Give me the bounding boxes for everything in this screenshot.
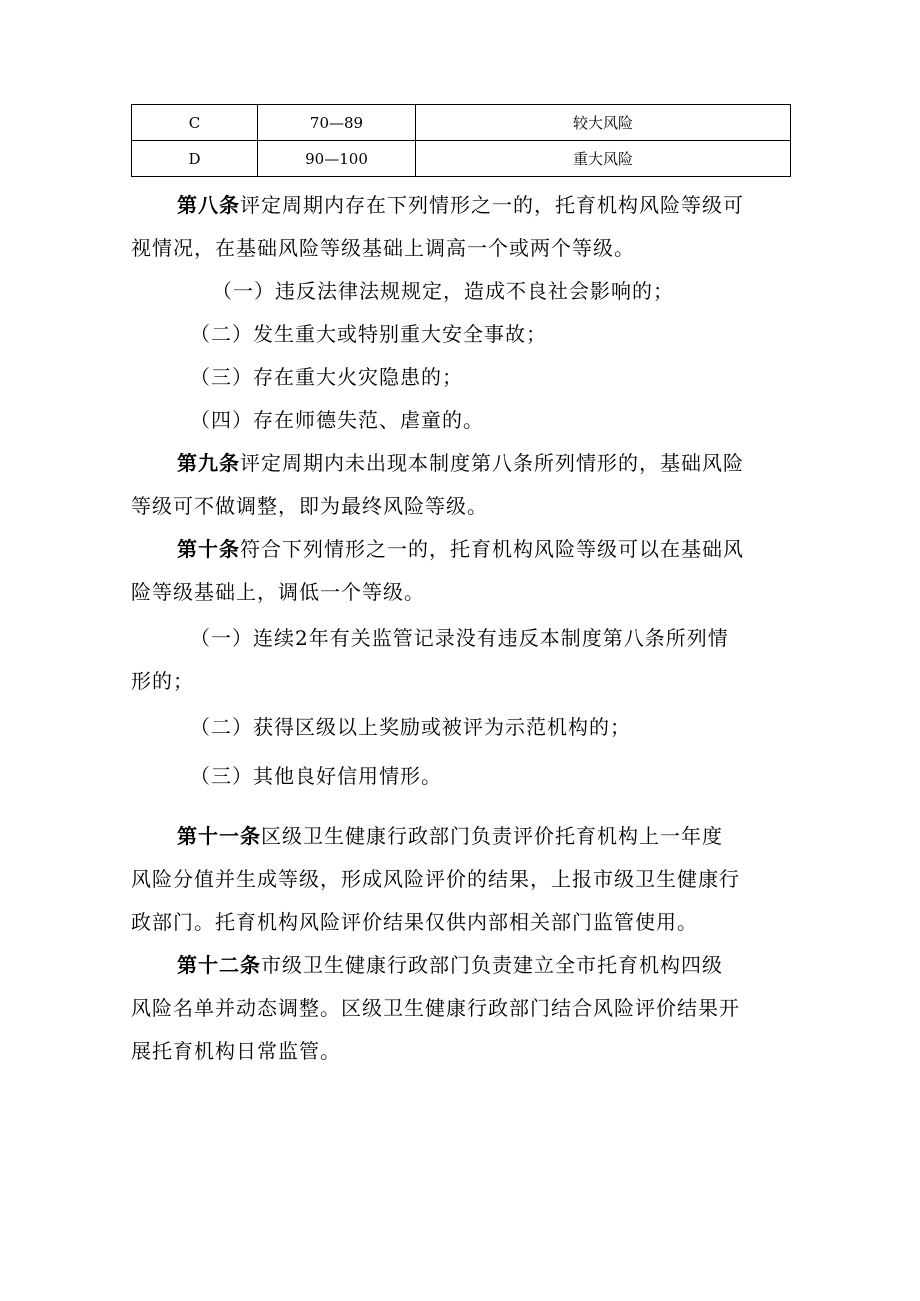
article-11-heading: 第十一条 (177, 824, 261, 848)
article-10-heading: 第十条 (177, 537, 240, 561)
article-12-heading: 第十二条 (177, 953, 261, 977)
article-10-item-1: （一）连续2年有关监管记录没有违反本制度第八条所列情 (190, 626, 729, 650)
article-12-line-1: 第十二条市级卫生健康行政部门负责建立全市托育机构四级 (177, 953, 723, 977)
article-12-line-2: 风险名单并动态调整。区级卫生健康行政部门结合风险评价结果开 (131, 996, 740, 1020)
article-9-heading: 第九条 (177, 451, 240, 475)
article-11-line-1: 第十一条区级卫生健康行政部门负责评价托育机构上一年度 (177, 824, 723, 848)
grade-cell: D (132, 141, 258, 177)
article-8-item-3: （三）存在重大火灾隐患的； (190, 365, 463, 389)
score-cell: 70—89 (258, 105, 416, 141)
article-8-item-2: （二）发生重大或特别重大安全事故； (190, 322, 547, 346)
score-cell: 90—100 (258, 141, 416, 177)
article-11-line-2: 风险分值并生成等级，形成风险评价的结果，上报市级卫生健康行 (131, 867, 740, 891)
article-12-line-3: 展托育机构日常监管。 (131, 1039, 341, 1063)
table-row (132, 141, 791, 177)
risk-level-cell: 较大风险 (416, 105, 791, 141)
article-10-item-1-cont: 形的； (131, 669, 194, 693)
risk-level-cell: 重大风险 (416, 141, 791, 177)
article-8-heading: 第八条 (177, 193, 240, 217)
article-8-item-1: （一）违反法律法规规定，造成不良社会影响的； (212, 279, 674, 303)
article-9-line-2: 等级可不做调整，即为最终风险等级。 (131, 494, 488, 518)
article-8-line-2: 视情况，在基础风险等级基础上调高一个或两个等级。 (131, 236, 635, 260)
table-row (132, 105, 791, 141)
article-10-line-2: 险等级基础上，调低一个等级。 (131, 580, 425, 604)
article-9-line-1: 第九条评定周期内未出现本制度第八条所列情形的，基础风险 (177, 451, 744, 475)
article-10-item-2: （二）获得区级以上奖励或被评为示范机构的； (190, 715, 631, 739)
article-11-line-3: 政部门。托育机构风险评价结果仅供内部相关部门监管使用。 (131, 910, 698, 934)
article-8-item-4: （四）存在师德失范、虐童的。 (190, 408, 484, 432)
article-10-item-3: （三）其他良好信用情形。 (190, 764, 442, 788)
grade-cell: C (132, 105, 258, 141)
risk-level-table (131, 104, 791, 177)
article-8-line-1: 第八条评定周期内存在下列情形之一的，托育机构风险等级可 (177, 193, 744, 217)
article-10-line-1: 第十条符合下列情形之一的，托育机构风险等级可以在基础风 (177, 537, 744, 561)
